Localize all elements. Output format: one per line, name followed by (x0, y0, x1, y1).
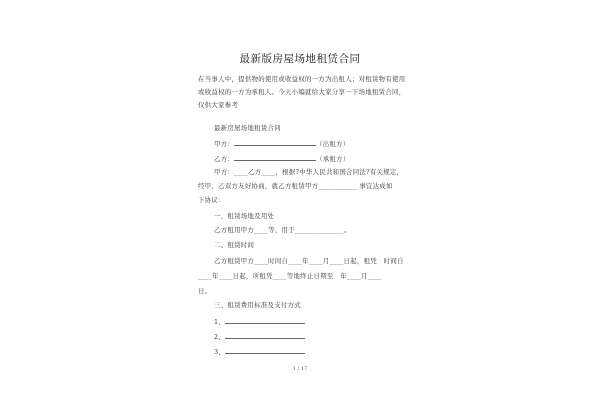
party-b-role: （承租方） (316, 155, 350, 163)
section-2-line-2: ____年____日起，所租凭____等地终止日期至 年____月____ (198, 272, 382, 280)
section-2-line-3: 日。 (198, 287, 212, 295)
section-2-line-1: 乙方租赁甲方____时间自____年____月____日起，租凭 时间自 (214, 257, 404, 265)
intro-paragraph: 在当事人中，提供物的使用或收益权的一方为出租人；对租赁物有使用或收益权的一方为承租人。今天小编就给大家分享一下场地租赁合同，仅供大家参考 (198, 75, 406, 109)
item-2-label: 2、 (214, 333, 226, 341)
party-a-role: （出租方） (316, 140, 350, 148)
agreement-line-3: 下协议： (198, 196, 225, 204)
item-1-blank (225, 316, 305, 324)
agreement-line-1: 甲方：____乙方____，根据?中华人民共和国合同法?有关规定， (214, 168, 404, 176)
item-3-label: 3、 (214, 348, 226, 356)
item-2-blank (225, 331, 305, 339)
party-b-row (214, 153, 350, 163)
section-1-body: 乙方租用甲方____等，用于______________。 (214, 226, 351, 234)
payment-item-3 (214, 346, 305, 356)
payment-item-1 (214, 316, 305, 326)
item-1-label: 1、 (214, 318, 226, 326)
page-indicator: 1 / 17 (292, 366, 308, 372)
party-a-row (214, 138, 350, 148)
document-title: 最新版房屋场地租赁合同 (239, 53, 361, 65)
agreement-line-2: 经甲、乙双方友好协商，就乙方租赁甲方___________ 事宜达成如 (198, 182, 393, 190)
party-a-blank (234, 138, 316, 146)
party-b-label: 乙方： (214, 155, 235, 163)
party-a-label: 甲方： (214, 140, 235, 148)
section-1-heading: 一、租赁场地及用处 (214, 212, 275, 220)
section-3-heading: 三、租赁费用标准及支付方式 (214, 301, 301, 309)
item-3-blank (225, 346, 305, 354)
payment-item-2 (214, 331, 305, 341)
party-b-blank (234, 153, 316, 161)
contract-subtitle: 最新房屋场地租赁合同 (214, 124, 281, 132)
section-2-heading: 二、租赁时间 (214, 241, 255, 249)
